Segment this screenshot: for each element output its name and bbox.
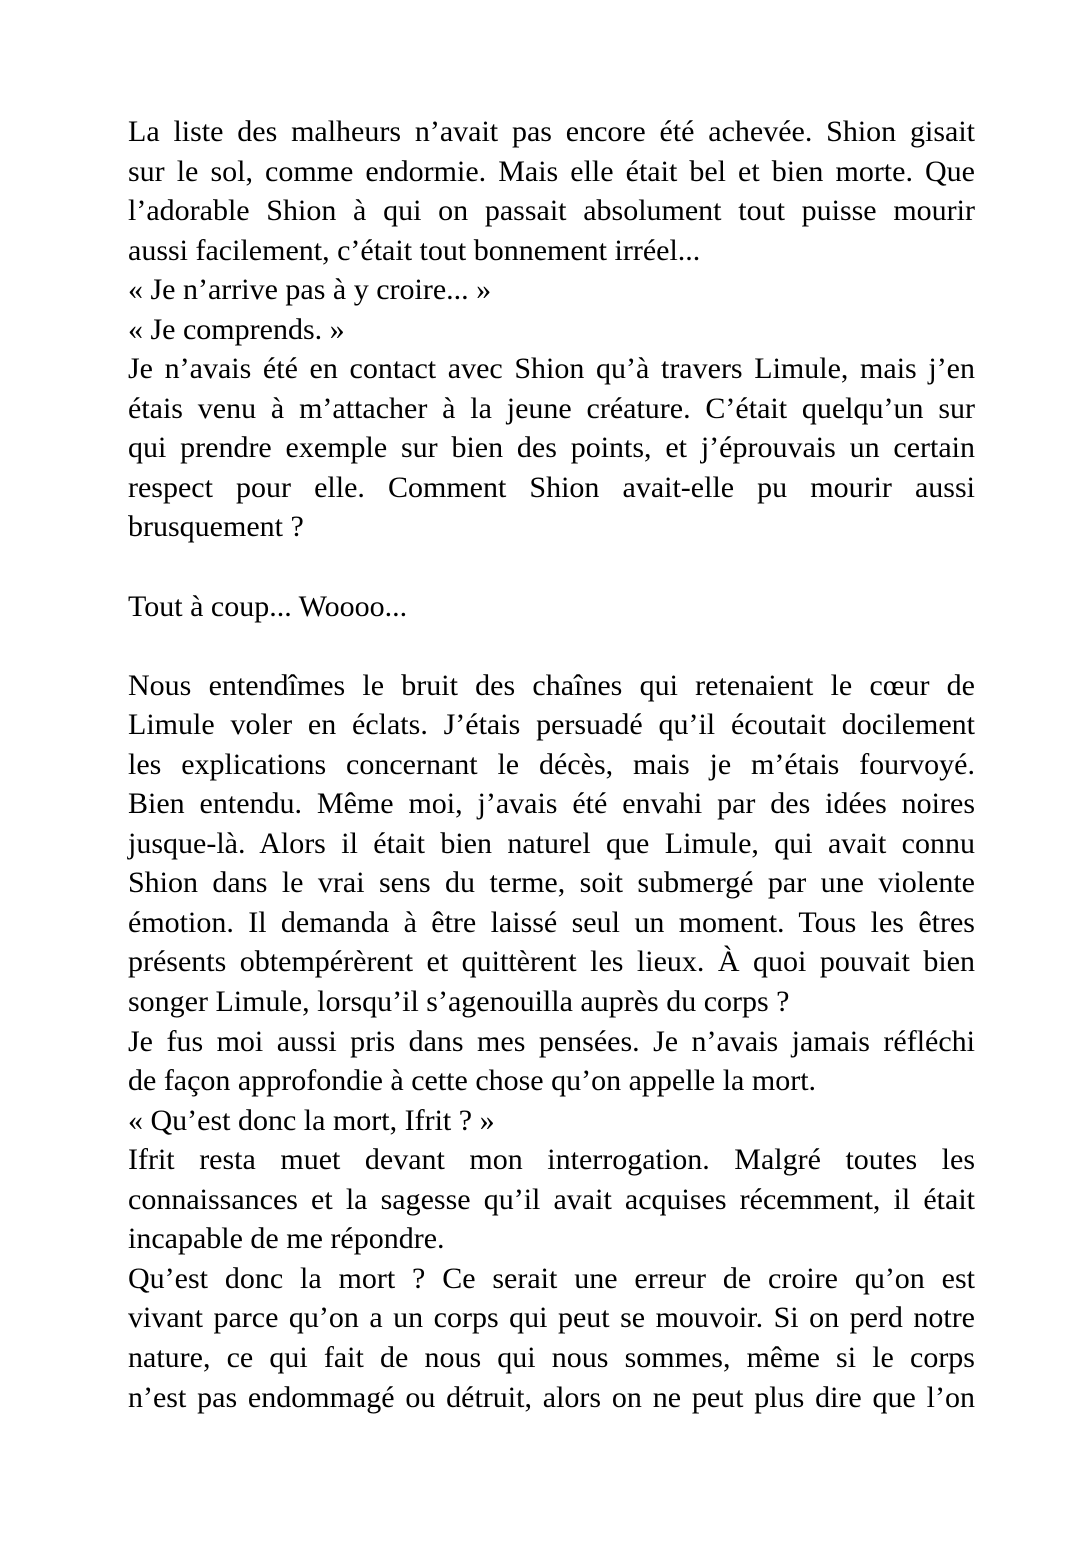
text-line: l’adorable Shion à qui on passait absolument tout puisse mourir [128,194,975,228]
paragraph [128,310,975,350]
text-line: émotion. Il demanda à être laissé seul un moment. Tous les êtres [128,905,975,939]
text-line: songer Limule, lorsqu’il s’agenouilla auprès du corps ? [128,985,790,1019]
text-line: incapable de me répondre. [128,1222,445,1256]
blank-line [128,626,975,666]
blank-line [128,547,975,587]
text-line: nature, ce qui fait de nous qui nous sommes, même si le corps [128,1340,975,1374]
text-line: Limule voler en éclats. J’étais persuadé qu’il écoutait docilement [128,708,975,742]
text-line: Ifrit resta muet devant mon interrogation. Malgré toutes les [128,1143,975,1177]
text-line: jusque-là. Alors il était bien naturel que Limule, qui avait connu [128,826,975,860]
text-line: étais venu à m’attacher à la jeune créature. C’était quelqu’un sur [128,391,975,425]
text-line: présents obtempérèrent et quittèrent les lieux. À quoi pouvait bien [128,945,975,979]
text-line: Je n’avais été en contact avec Shion qu’à travers Limule, mais j’en [128,352,975,386]
paragraph [128,587,975,627]
text-line: « Qu’est donc la mort, Ifrit ? » [128,1103,495,1137]
paragraph [128,112,975,270]
text-line: Je fus moi aussi pris dans mes pensées. Je n’avais jamais réfléchi [128,1024,975,1058]
text-line: Tout à coup... Woooo... [128,589,408,623]
text-line: vivant parce qu’on a un corps qui peut se mouvoir. Si on perd notre [128,1301,975,1335]
paragraph [128,1022,975,1101]
text-line: Shion dans le vrai sens du terme, soit submergé par une violente [128,866,975,900]
text-line: Bien entendu. Même moi, j’avais été envahi par des idées noires [128,787,975,821]
text-line: brusquement ? [128,510,304,544]
text-line: connaissances et la sagesse qu’il avait acquises récemment, il était [128,1182,975,1216]
text-line: qui prendre exemple sur bien des points, et j’éprouvais un certain [128,431,975,465]
text-line: respect pour elle. Comment Shion avait-elle pu mourir aussi [128,470,975,504]
text-line: les explications concernant le décès, mais je m’étais fourvoyé. [128,747,975,781]
page-text-block [128,112,975,1417]
text-line: Nous entendîmes le bruit des chaînes qui retenaient le cœur de [128,668,975,702]
paragraph [128,1140,975,1259]
paragraph [128,1101,975,1141]
text-line: sur le sol, comme endormie. Mais elle était bel et bien morte. Que [128,154,975,188]
paragraph [128,666,975,1022]
text-line: n’est pas endommagé ou détruit, alors on ne peut plus dire que l’on [128,1380,975,1414]
paragraph [128,270,975,310]
text-line: aussi facilement, c’était tout bonnement irréel... [128,233,701,267]
text-line: « Je n’arrive pas à y croire... » [128,273,492,307]
paragraph [128,349,975,547]
text-line: Qu’est donc la mort ? Ce serait une erreur de croire qu’on est [128,1261,975,1295]
text-line: de façon approfondie à cette chose qu’on appelle la mort. [128,1064,817,1098]
text-line: La liste des malheurs n’avait pas encore été achevée. Shion gisait [128,115,975,148]
text-line: « Je comprends. » [128,312,345,346]
paragraph [128,1259,975,1417]
